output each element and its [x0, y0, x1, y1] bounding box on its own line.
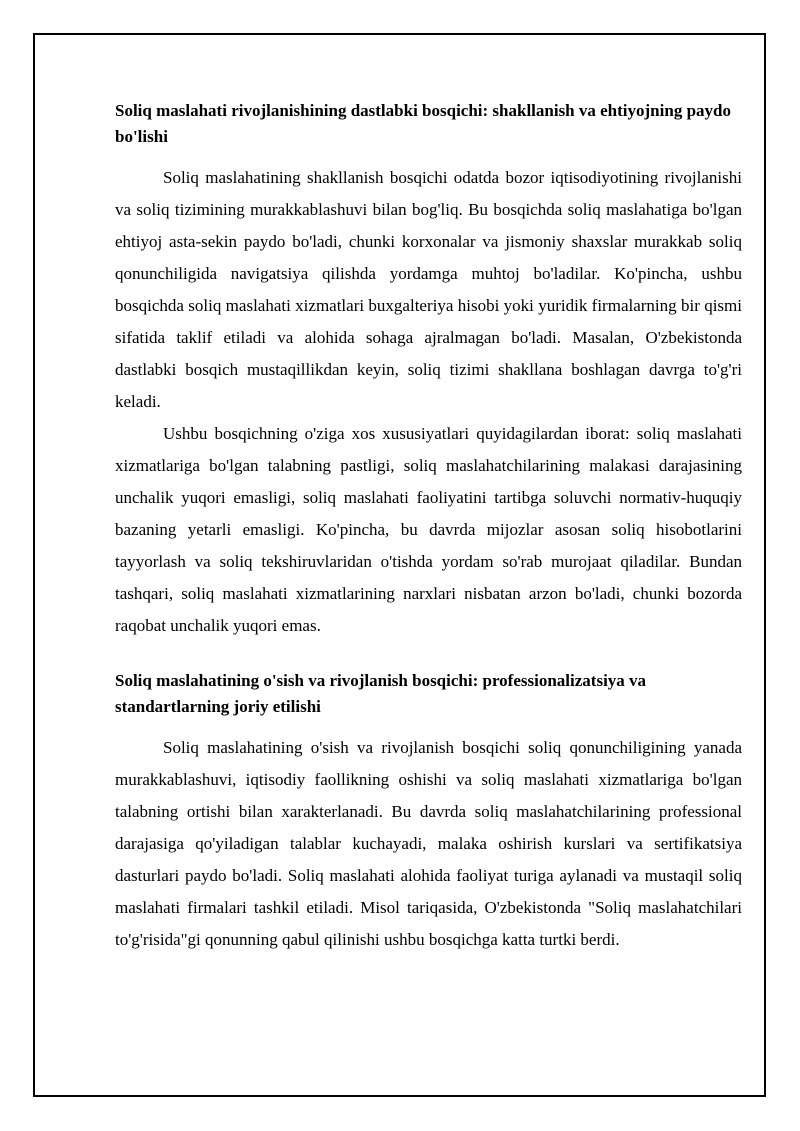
- section-1-paragraph-2: Ushbu bosqichning o'ziga xos xususiyatlari quyidagilardan iborat: soliq maslahati xizmatlariga bo'lgan talabning pastligi, soliq maslahatchilarining malakasi darajasining unchalik yuqori emasligi, soliq maslahati faoliyatini tartibga soluvchi normativ-huquqiy bazaning yetarli emasligi. Ko'pincha, bu davrda mijozlar asosan soliq hisobotlarini tayyorlash va soliq tekshiruvlaridan o'tishda yordam so'rab murojaat qiladilar. Bundan tashqari, soliq maslahati xizmatlarining narxlari nisbatan arzon bo'ladi, chunki bozorda raqobat unchalik yuqori emas.: [115, 424, 742, 635]
- document-body: [115, 98, 742, 956]
- section-1-paragraph-1: Soliq maslahatining shakllanish bosqichi odatda bozor iqtisodiyotining rivojlanishi va soliq tizimining murakkablashuvi bilan bog'liq. Bu bosqichda soliq maslahatiga bo'lgan ehtiyoj asta-sekin paydo bo'ladi, chunki korxonalar va jismoniy shaxslar murakkab soliq qonunchiligida navigatsiya qilishda yordamga muhtoj bo'ladilar. Ko'pincha, ushbu bosqichda soliq maslahati xizmatlari buxgalteriya hisobi yoki yuridik firmalarning bir qismi sifatida taklif etiladi va alohida sohaga ajralmagan bo'ladi. Masalan, O'zbekistonda dastlabki bosqich mustaqillikdan keyin, soliq tizimi shakllana boshlagan davrga to'g'ri keladi.: [115, 168, 742, 411]
- section-2-paragraph-1: Soliq maslahatining o'sish va rivojlanish bosqichi soliq qonunchiligining yanada murakkablashuvi, iqtisodiy faollikning oshishi va soliq maslahati xizmatlariga bo'lgan talabning ortishi bilan xarakterlanadi. Bu davrda soliq maslahatchilarining professional darajasiga qo'yiladigan talablar kuchayadi, malaka oshirish kurslari va sertifikatsiya dasturlari paydo bo'ladi. Soliq maslahati alohida faoliyat turiga aylanadi va mustaqil soliq maslahati firmalari tashkil etiladi. Misol tariqasida, O'zbekistonda "Soliq maslahatchilari to'g'risida"gi qonunning qabul qilinishi ushbu bosqichga katta turtki berdi.: [115, 738, 742, 949]
- section-2-heading: Soliq maslahatining o'sish va rivojlanish bosqichi: professionalizatsiya va standartlarning joriy etilishi: [115, 671, 647, 716]
- section-1-heading: Soliq maslahati rivojlanishining dastlabki bosqichi: shakllanish va ehtiyojning paydo bo'lishi: [115, 101, 731, 146]
